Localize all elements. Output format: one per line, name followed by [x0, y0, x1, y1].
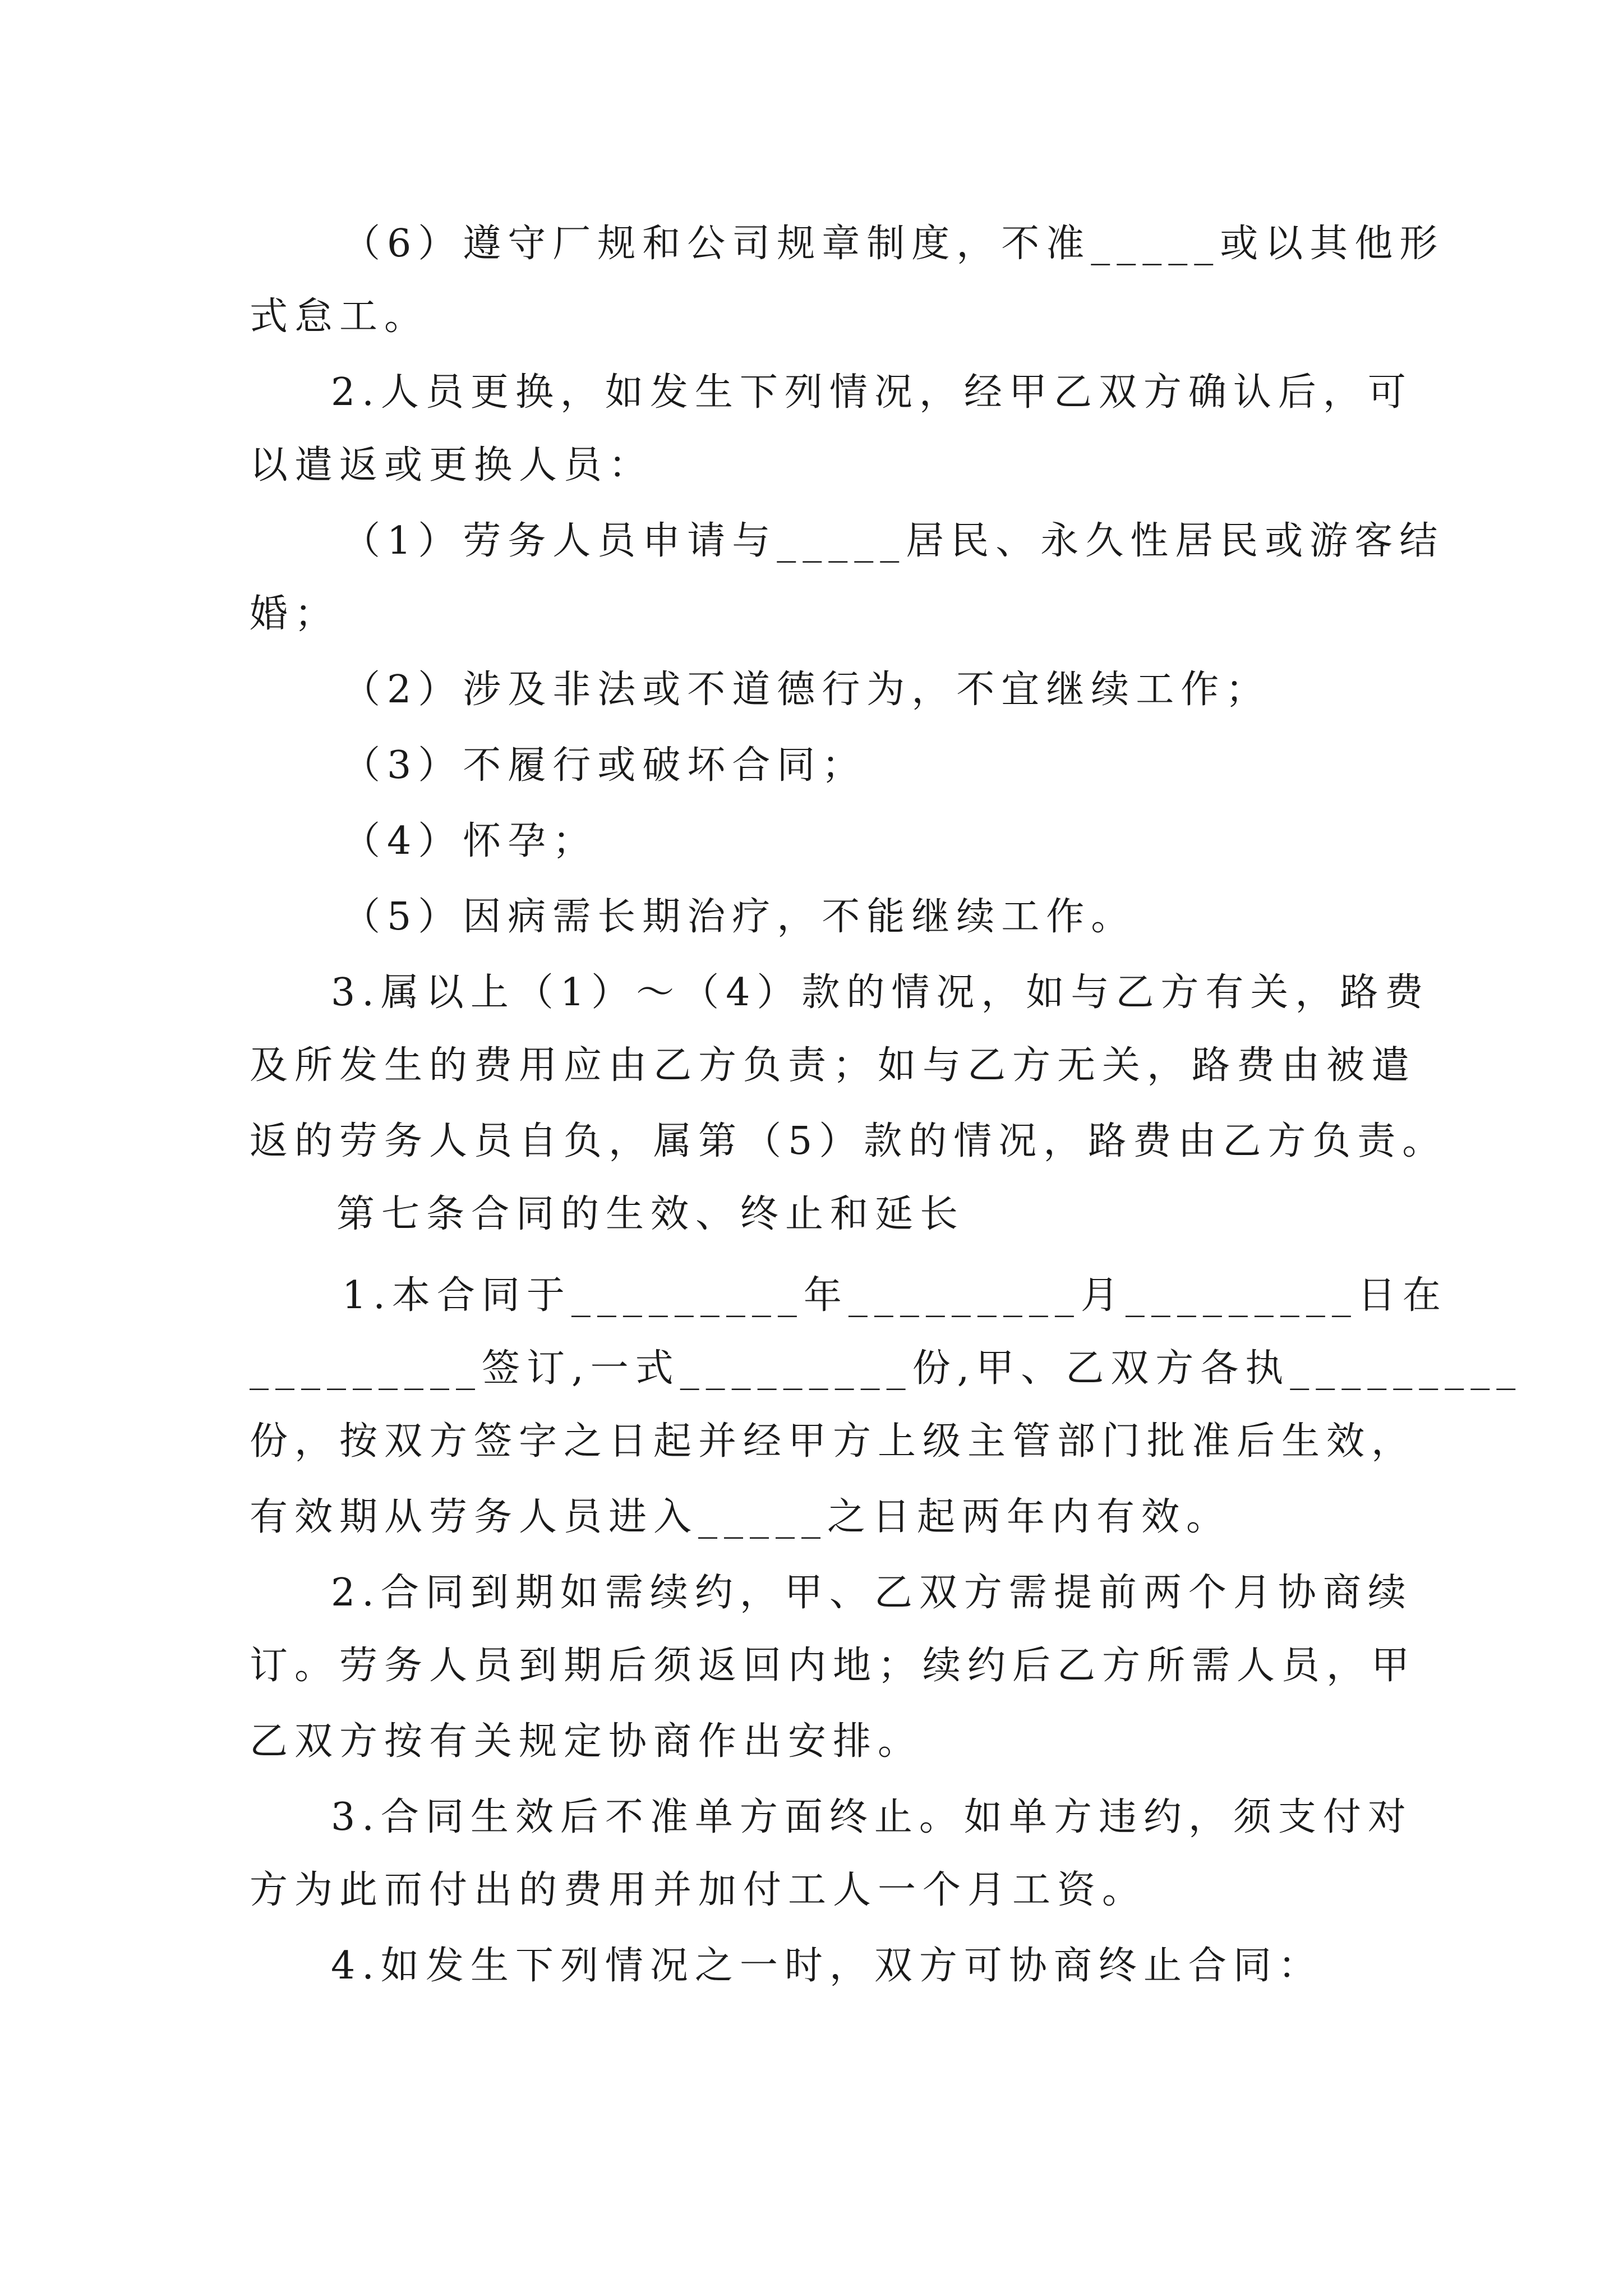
item-3-line-1: 3.属以上（1）～（4）款的情况，如与乙方有关，路费 [331, 970, 1430, 1015]
article-7-item-4-line-1: 4.如发生下列情况之一时，双方可协商终止合同： [331, 1944, 1323, 1988]
sub-item-1-line-1: （1）劳务人员申请与_____居民、永久性居民或游客结 [342, 519, 1445, 563]
article-7-item-1-line-1: 1.本合同于_________年_________月_________日在 [342, 1273, 1447, 1318]
article-7-item-3-line-1: 3.合同生效后不准单方面终止。如单方违约，须支付对 [331, 1795, 1413, 1839]
sub-item-3: （3）不履行或破坏合同； [342, 743, 867, 788]
article-7-item-3-line-2: 方为此而付出的费用并加付工人一个月工资。 [250, 1868, 1147, 1912]
article-7-item-2-line-3: 乙双方按有关规定协商作出安排。 [250, 1719, 923, 1764]
sub-item-5: （5）因病需长期治疗，不能继续工作。 [342, 895, 1136, 939]
item-2-line-1: 2.人员更换，如发生下列情况，经甲乙双方确认后，可 [331, 370, 1413, 415]
clause-6-text-line-2: 式怠工。 [250, 295, 430, 339]
sub-item-4: （4）怀孕； [342, 819, 598, 863]
clause-6-text-line-1: （6）遵守厂规和公司规章制度，不准_____或以其他形 [342, 222, 1445, 266]
article-7-item-1-line-3: 份，按双方签字之日起并经甲方上级主管部门批准后生效， [250, 1419, 1417, 1464]
article-7-item-1-line-4: 有效期从劳务人员进入_____之日起两年内有效。 [250, 1495, 1232, 1539]
sub-item-1-line-2: 婚； [250, 592, 340, 636]
article-7-item-2-line-1: 2.合同到期如需续约，甲、乙双方需提前两个月协商续 [331, 1571, 1413, 1615]
item-2-line-2: 以遣返或更换人员： [250, 443, 654, 487]
item-3-line-3: 返的劳务人员自负，属第（5）款的情况，路费由乙方负责。 [250, 1119, 1447, 1163]
article-7-item-1-line-2: _________签订,一式_________份,甲、乙双方各执_________ [250, 1346, 1523, 1391]
article-7-item-2-line-2: 订。劳务人员到期后须返回内地；续约后乙方所需人员，甲 [250, 1644, 1417, 1688]
article-7-heading: 第七条合同的生效、终止和延长 [336, 1192, 965, 1236]
sub-item-2: （2）涉及非法或不道德行为，不宜继续工作； [342, 668, 1271, 712]
item-3-line-2: 及所发生的费用应由乙方负责；如与乙方无关，路费由被遣 [250, 1043, 1417, 1088]
